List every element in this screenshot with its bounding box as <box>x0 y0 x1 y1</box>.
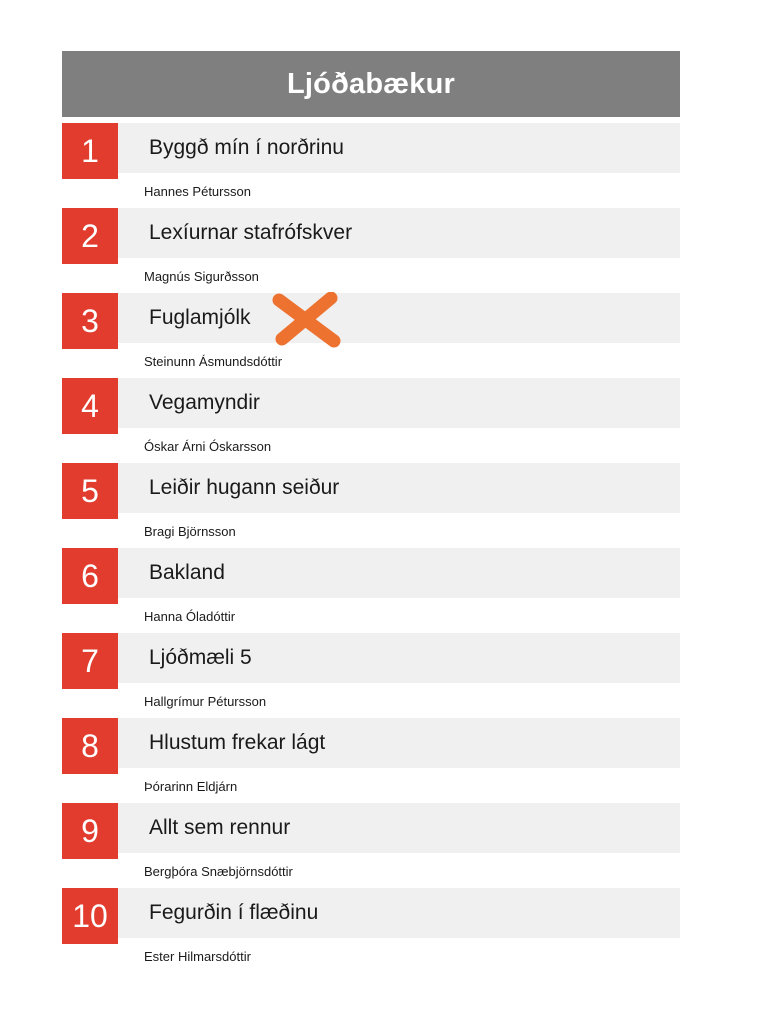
list-item <box>62 888 680 973</box>
book-author: Þórarinn Eldjárn <box>144 779 238 794</box>
book-author: Bergþóra Snæbjörnsdóttir <box>144 864 293 879</box>
rank-badge: 6 <box>62 548 118 604</box>
list-item <box>62 718 680 803</box>
book-author: Bragi Björnsson <box>144 524 236 539</box>
rank-badge: 3 <box>62 293 118 349</box>
page-title: Ljóðabækur <box>287 68 455 100</box>
book-title: Fuglamjólk <box>149 306 251 329</box>
book-title: Hlustum frekar lágt <box>149 731 326 754</box>
book-title: Byggð mín í norðrinu <box>149 136 344 159</box>
x-mark-icon <box>268 292 348 350</box>
rank-badge: 7 <box>62 633 118 689</box>
list-item <box>62 378 680 463</box>
book-author: Hallgrímur Pétursson <box>144 694 267 709</box>
book-title: Ljóðmæli 5 <box>149 646 252 669</box>
book-title: Vegamyndir <box>149 391 260 414</box>
list-item <box>62 803 680 888</box>
rank-badge: 10 <box>62 888 118 944</box>
book-title: Allt sem rennur <box>149 816 291 839</box>
rank-badge: 2 <box>62 208 118 264</box>
book-author: Óskar Árni Óskarsson <box>144 439 272 454</box>
book-title: Leiðir hugann seiður <box>149 476 340 499</box>
rank-badge: 9 <box>62 803 118 859</box>
rank-badge: 5 <box>62 463 118 519</box>
book-title: Bakland <box>149 561 225 584</box>
book-author: Steinunn Ásmundsdóttir <box>144 354 283 369</box>
book-author: Hannes Pétursson <box>144 184 251 199</box>
book-title: Lexíurnar stafrófskver <box>149 221 353 244</box>
list-item <box>62 208 680 293</box>
book-title: Fegurðin í flæðinu <box>149 901 319 924</box>
book-author: Magnús Sigurðsson <box>144 269 259 284</box>
list-item <box>62 463 680 548</box>
list-item <box>62 548 680 633</box>
list-item <box>62 293 680 378</box>
rank-badge: 4 <box>62 378 118 434</box>
rank-badge: 8 <box>62 718 118 774</box>
list-item <box>62 633 680 718</box>
book-author: Ester Hilmarsdóttir <box>144 949 251 964</box>
rank-badge: 1 <box>62 123 118 179</box>
book-author: Hanna Óladóttir <box>144 609 236 624</box>
list-item <box>62 123 680 208</box>
